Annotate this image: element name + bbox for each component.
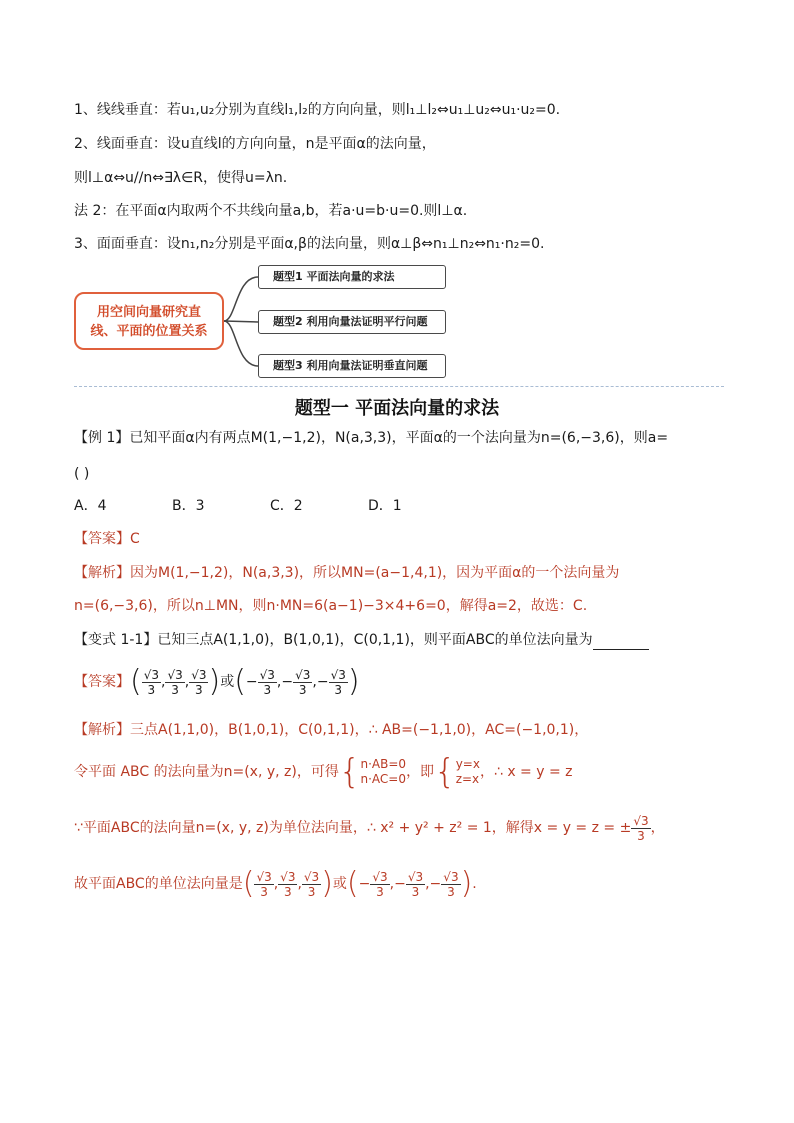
section-title: 题型一 平面法向量的求法 — [294, 398, 500, 419]
variant1-solution-text-1: 三点A(1,1,0)，B(1,0,1)，C(0,1,1)，∴ AB=(−1,1,0)，AC=(−1,0,1)， — [130, 722, 589, 738]
mindmap-root-line1: 用空间向量研究直 — [96, 305, 201, 320]
perp-plane-plane: 3、面面垂直：设n₁,n₂分别是平面α,β的法向量，则α⊥β⇔n₁⊥n₂⇔n₁·n₂=0. — [74, 236, 545, 252]
perp-method-2: 法 2：在平面α内取两个不共线向量a,b，若a·u=b·u=0.则l⊥α. — [74, 203, 468, 219]
perp-line-line: 1、线线垂直：若u₁,u₂分别为直线l₁,l₂的方向向量，则l₁⊥l₂⇔u₁⊥u₂⇔u₁·u₂=0. — [74, 102, 561, 118]
answer-value: C — [130, 531, 140, 547]
solution-tag: 【解析】 — [74, 565, 130, 581]
answer-blank — [593, 636, 649, 650]
solution-text-1: 因为M(1,−1,2)，N(a,3,3)，所以MN=(a−1,4,1)，因为平面α的一个法向量为 — [130, 565, 620, 581]
mindmap-node-2: 题型2 利用向量法证明平行问题 — [258, 310, 446, 334]
option-c: C．2 — [270, 498, 303, 514]
example1-solution-1 — [74, 563, 619, 583]
variant1-question — [74, 630, 649, 650]
example1-question: 【例 1】已知平面α内有两点M(1,−1,2)，N(a,3,3)，平面α的一个法向量为n=(6,−3,6)，则a= — [74, 430, 669, 446]
option-b: B．3 — [172, 498, 205, 514]
variant1-question-text: 【变式 1-1】已知三点A(1,1,0)，B(1,0,1)，C(0,1,1)，则平面ABC的单位法向量为 — [74, 632, 593, 648]
example1-paren: ( ) — [74, 466, 90, 482]
option-a: A．4 — [74, 498, 107, 514]
section-divider — [74, 386, 724, 387]
mindmap-root — [74, 292, 224, 350]
solution-tag-2: 【解析】 — [74, 722, 130, 738]
perp-line-plane: 2、线面垂直：设u直线l的方向向量，n是平面α的法向量， — [74, 136, 436, 152]
option-d: D．1 — [368, 498, 402, 514]
answer-tag-2: 【答案】 — [74, 674, 130, 690]
variant1-solution-3: ∵平面ABC的法向量n=(x, y, z)为单位法向量，∴ x² + y² + z² = 1，解得x = y = z = ± $\frac{√3}{3}$ ， — [74, 813, 665, 843]
answer-tag: 【答案】 — [74, 531, 130, 547]
example1-answer — [74, 529, 140, 549]
variant1-solution-2: 令平面 ABC 的法向量为n=(x, y, z)，可得{n·AB=0 n·AC=0，即{y=x z=x，∴ x = y = z — [74, 752, 573, 792]
example1-solution-2: n=(6,−3,6)，所以n⊥MN，则n·MN=6(a−1)−3×4+6=0，解得a=2，故选：C. — [74, 598, 588, 614]
variant1-solution-1 — [74, 720, 588, 740]
mindmap-node-1: 题型1 平面法向量的求法 — [258, 265, 446, 289]
perp-line-plane-cond: 则l⊥α⇔u//n⇔∃λ∈R，使得u=λn. — [74, 170, 288, 186]
mindmap-node-3: 题型3 利用向量法证明垂直问题 — [258, 354, 446, 378]
variant1-answer: 【答案】( $\frac{√3}{3}$ , $\frac{√3}{3}$ , $\frac{√3}{3}$ )或(− $\frac{√3}{3}$ ,− $\frac{√3}{3}$ ,− $\frac{√3}{3}$ ) — [74, 664, 360, 699]
mindmap-root-line2: 线、平面的位置关系 — [90, 324, 208, 339]
variant1-solution-4: 故平面ABC的单位法向量是( $\frac{√3}{3}$ , $\frac{√3}{3}$ , $\frac{√3}{3}$ )或(− $\frac{√3}{3}$ ,− $\frac{√3}{3}$ ,− $\frac{√3}{3}$ ). — [74, 866, 477, 901]
answer-or: 或 — [220, 674, 235, 690]
